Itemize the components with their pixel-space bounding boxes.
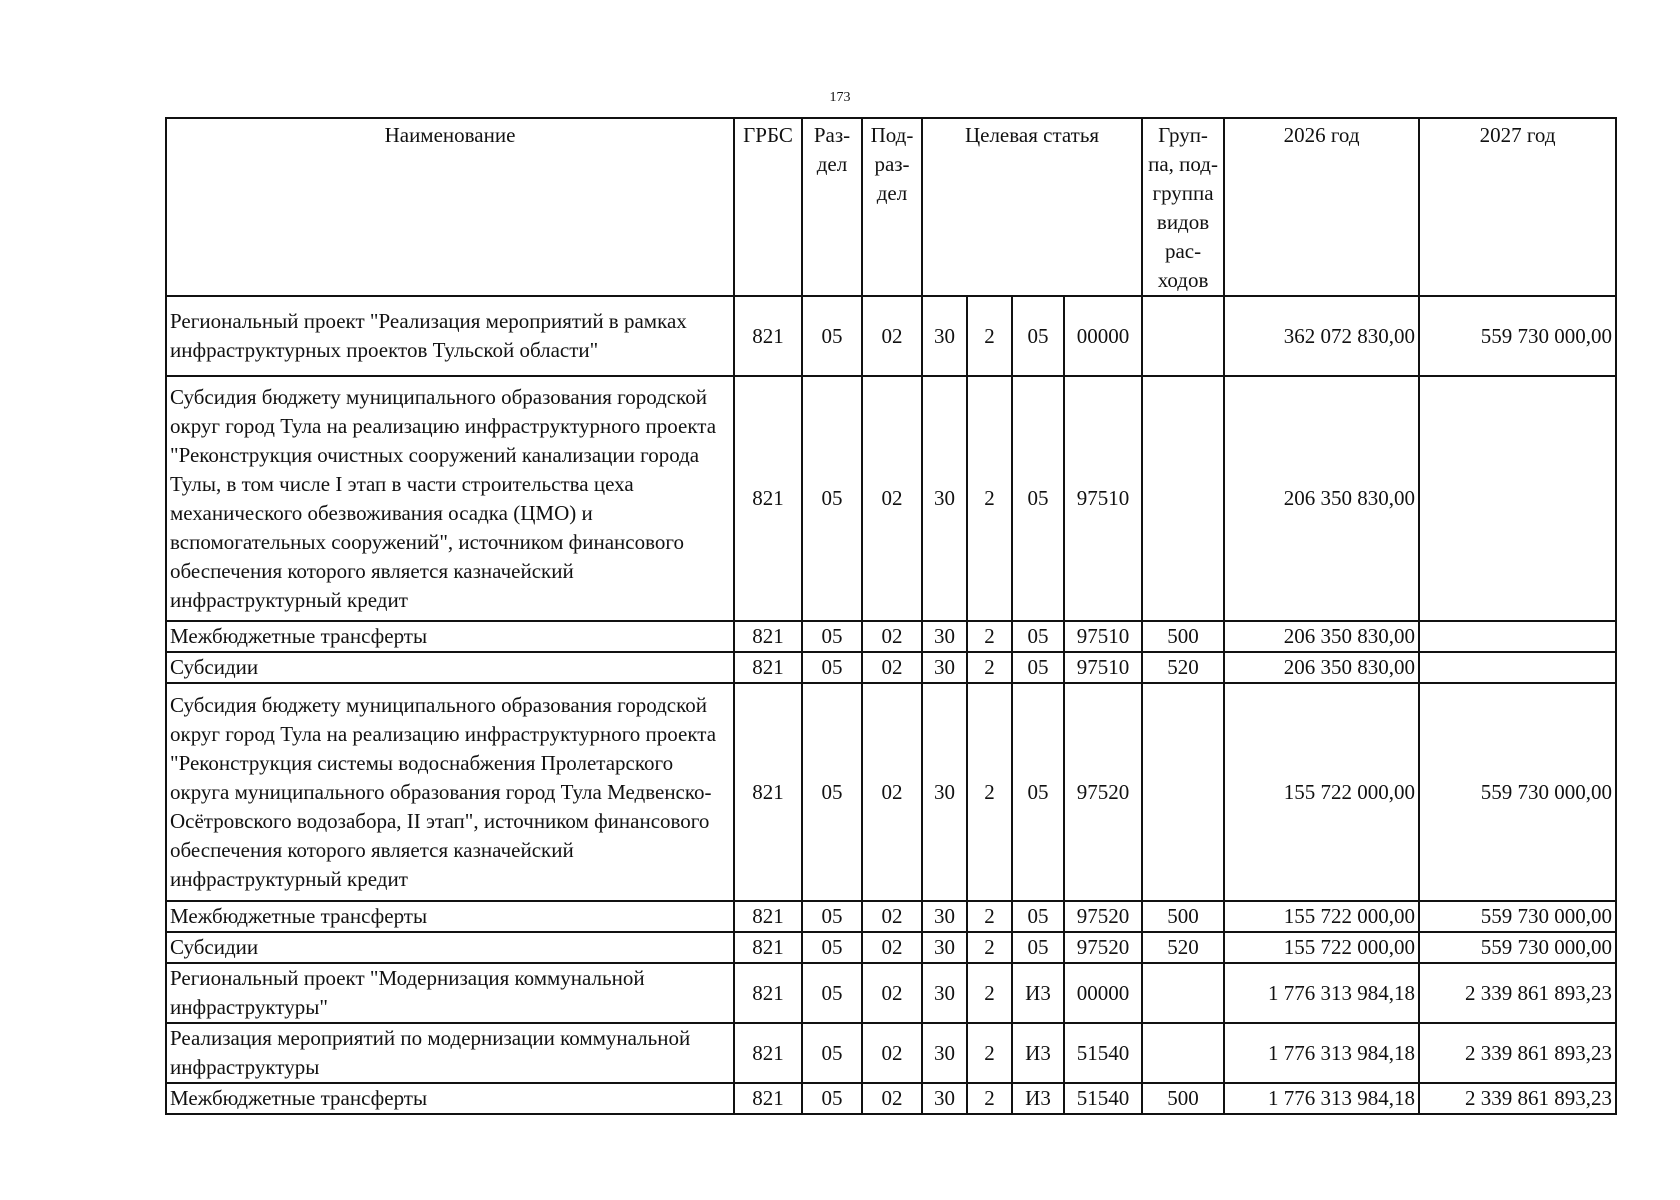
header-2027: 2027 год [1419, 118, 1616, 296]
cell-c2: 2 [967, 621, 1012, 652]
cell-c2: 2 [967, 932, 1012, 963]
cell-c1: 30 [922, 652, 967, 683]
cell-y2027: 2 339 861 893,23 [1419, 1023, 1616, 1083]
cell-rz: 05 [802, 683, 862, 901]
cell-c2: 2 [967, 963, 1012, 1023]
cell-y2027 [1419, 652, 1616, 683]
cell-rz: 05 [802, 652, 862, 683]
cell-c1: 30 [922, 1023, 967, 1083]
cell-c1: 30 [922, 621, 967, 652]
cell-grbs: 821 [734, 621, 802, 652]
cell-rz: 05 [802, 901, 862, 932]
cell-c2: 2 [967, 652, 1012, 683]
cell-pr: 02 [862, 901, 922, 932]
cell-c1: 30 [922, 1083, 967, 1114]
cell-vr [1142, 683, 1224, 901]
header-podrazdel: Под- раз- дел [862, 118, 922, 296]
cell-name: Субсидии [166, 932, 734, 963]
cell-y2027: 559 730 000,00 [1419, 932, 1616, 963]
cell-pr: 02 [862, 1023, 922, 1083]
cell-name: Региональный проект "Реализация мероприятий в рамках инфраструктурных проектов Тульской области" [166, 296, 734, 376]
cell-name: Реализация мероприятий по модернизации коммунальной инфраструктуры [166, 1023, 734, 1083]
cell-vr: 500 [1142, 1083, 1224, 1114]
cell-c3: И3 [1012, 1083, 1064, 1114]
cell-c4: 97510 [1064, 652, 1142, 683]
cell-c4: 51540 [1064, 1023, 1142, 1083]
budget-table [165, 117, 1617, 1115]
cell-pr: 02 [862, 932, 922, 963]
header-grbs: ГРБС [734, 118, 802, 296]
header-2026: 2026 год [1224, 118, 1419, 296]
page-number: 173 [829, 90, 851, 105]
cell-y2027: 559 730 000,00 [1419, 296, 1616, 376]
cell-c4: 97510 [1064, 376, 1142, 621]
cell-rz: 05 [802, 1023, 862, 1083]
header-row [166, 118, 1616, 296]
cell-c2: 2 [967, 1083, 1012, 1114]
cell-name: Межбюджетные трансферты [166, 621, 734, 652]
cell-pr: 02 [862, 621, 922, 652]
cell-vr: 500 [1142, 621, 1224, 652]
table-row [166, 1023, 1616, 1083]
cell-c4: 97520 [1064, 932, 1142, 963]
cell-grbs: 821 [734, 376, 802, 621]
table-row [166, 1083, 1616, 1114]
cell-c1: 30 [922, 683, 967, 901]
table-row [166, 376, 1616, 621]
cell-c4: 97510 [1064, 621, 1142, 652]
cell-c3: 05 [1012, 376, 1064, 621]
cell-rz: 05 [802, 376, 862, 621]
cell-grbs: 821 [734, 1083, 802, 1114]
cell-rz: 05 [802, 621, 862, 652]
cell-vr: 500 [1142, 901, 1224, 932]
cell-c1: 30 [922, 901, 967, 932]
cell-grbs: 821 [734, 1023, 802, 1083]
table-row [166, 621, 1616, 652]
cell-grbs: 821 [734, 901, 802, 932]
cell-c4: 00000 [1064, 296, 1142, 376]
cell-rz: 05 [802, 296, 862, 376]
table-row [166, 901, 1616, 932]
cell-y2027: 2 339 861 893,23 [1419, 1083, 1616, 1114]
cell-c2: 2 [967, 376, 1012, 621]
cell-c3: И3 [1012, 1023, 1064, 1083]
cell-grbs: 821 [734, 296, 802, 376]
cell-pr: 02 [862, 296, 922, 376]
cell-c1: 30 [922, 296, 967, 376]
cell-vr [1142, 376, 1224, 621]
cell-grbs: 821 [734, 683, 802, 901]
cell-c1: 30 [922, 376, 967, 621]
cell-rz: 05 [802, 932, 862, 963]
cell-c3: 05 [1012, 296, 1064, 376]
cell-c2: 2 [967, 683, 1012, 901]
cell-c4: 97520 [1064, 683, 1142, 901]
header-name: Наименование [166, 118, 734, 296]
cell-y2026: 206 350 830,00 [1224, 376, 1419, 621]
cell-y2026: 155 722 000,00 [1224, 932, 1419, 963]
cell-y2026: 155 722 000,00 [1224, 901, 1419, 932]
cell-c4: 00000 [1064, 963, 1142, 1023]
cell-name: Межбюджетные трансферты [166, 1083, 734, 1114]
cell-name: Межбюджетные трансферты [166, 901, 734, 932]
cell-pr: 02 [862, 683, 922, 901]
table-row [166, 963, 1616, 1023]
header-razdel: Раз- дел [802, 118, 862, 296]
cell-pr: 02 [862, 652, 922, 683]
cell-c2: 2 [967, 1023, 1012, 1083]
cell-y2027: 559 730 000,00 [1419, 683, 1616, 901]
table-row [166, 296, 1616, 376]
cell-c3: 05 [1012, 932, 1064, 963]
cell-y2027: 559 730 000,00 [1419, 901, 1616, 932]
cell-c3: 05 [1012, 621, 1064, 652]
cell-name: Региональный проект "Модернизация коммунальной инфраструктуры" [166, 963, 734, 1023]
cell-vr [1142, 963, 1224, 1023]
cell-y2027: 2 339 861 893,23 [1419, 963, 1616, 1023]
cell-y2026: 1 776 313 984,18 [1224, 1023, 1419, 1083]
cell-vr [1142, 296, 1224, 376]
cell-rz: 05 [802, 963, 862, 1023]
cell-name: Субсидия бюджету муниципального образования городской округ город Тула на реализацию инфраструктурного проекта "Реконструкция очистных сооружений канализации города Тулы, в том числе I этап в части строительства цеха механического обезвоживания осадка (ЦМО) и вспомогательных сооружений", источником финансового обеспечения которого является казначейский инфраструктурный кредит [166, 376, 734, 621]
cell-c2: 2 [967, 901, 1012, 932]
table-row [166, 683, 1616, 901]
cell-c4: 97520 [1064, 901, 1142, 932]
cell-grbs: 821 [734, 963, 802, 1023]
cell-y2027 [1419, 376, 1616, 621]
cell-c1: 30 [922, 932, 967, 963]
table-row [166, 932, 1616, 963]
cell-y2026: 1 776 313 984,18 [1224, 1083, 1419, 1114]
cell-name: Субсидии [166, 652, 734, 683]
cell-pr: 02 [862, 1083, 922, 1114]
cell-vr: 520 [1142, 652, 1224, 683]
table-row [166, 652, 1616, 683]
cell-c1: 30 [922, 963, 967, 1023]
cell-y2027 [1419, 621, 1616, 652]
cell-c3: 05 [1012, 683, 1064, 901]
cell-y2026: 155 722 000,00 [1224, 683, 1419, 901]
cell-pr: 02 [862, 376, 922, 621]
cell-y2026: 362 072 830,00 [1224, 296, 1419, 376]
header-gruppa-vidov-rashodov: Груп- па, под- группа видов рас- ходов [1142, 118, 1224, 296]
cell-c3: И3 [1012, 963, 1064, 1023]
cell-y2026: 206 350 830,00 [1224, 652, 1419, 683]
cell-vr: 520 [1142, 932, 1224, 963]
cell-grbs: 821 [734, 932, 802, 963]
cell-c3: 05 [1012, 652, 1064, 683]
cell-rz: 05 [802, 1083, 862, 1114]
cell-y2026: 206 350 830,00 [1224, 621, 1419, 652]
cell-grbs: 821 [734, 652, 802, 683]
cell-vr [1142, 1023, 1224, 1083]
cell-c2: 2 [967, 296, 1012, 376]
cell-c4: 51540 [1064, 1083, 1142, 1114]
cell-c3: 05 [1012, 901, 1064, 932]
cell-y2026: 1 776 313 984,18 [1224, 963, 1419, 1023]
cell-name: Субсидия бюджету муниципального образования городской округ город Тула на реализацию инфраструктурного проекта "Реконструкция системы водоснабжения Пролетарского округа муниципального образования город Тула Медвенско-Осётровского водозабора, II этап", источником финансового обеспечения которого является казначейский инфраструктурный кредит [166, 683, 734, 901]
header-celevaya-statya: Целевая статья [922, 118, 1142, 296]
cell-pr: 02 [862, 963, 922, 1023]
